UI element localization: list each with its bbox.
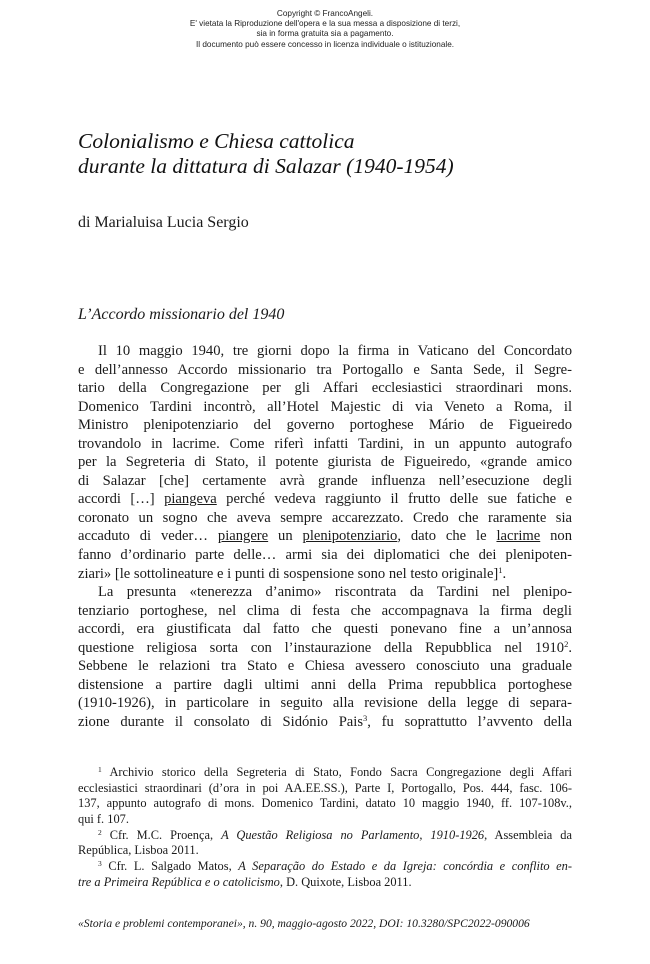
footnote-line: República, Lisboa 2011. [78,843,199,858]
text-line [78,565,572,584]
paragraph [78,342,572,583]
text-run: , Assembleia da [484,827,572,842]
text-run: zione durante il consolato di Sidónio Pais [78,713,364,730]
text-line [78,527,572,546]
footnote-number: 3 [98,859,102,869]
text-run: . [568,639,572,656]
text-line: e dell’annesso Accordo missionario tra Portogallo e Santa Sede, il Segre- [78,361,572,378]
text-line: trovandolo in lacrime. Come riferì infatti Tardini, in un appunto autografo [78,435,572,452]
text-run: Cfr. L. Salgado Matos, [101,859,239,874]
text-run: Archivio storico della Segreteria di Stato, Fondo Sacra Congregazione degli Affari [101,765,572,779]
text-line [78,713,572,732]
footnote [78,765,572,828]
footnote-line [78,765,572,781]
footnote-line [78,859,572,875]
underlined-word: plenipotenziario [302,528,398,545]
footnotes [78,765,572,891]
article-title [78,129,454,179]
text-line: accordi, era giustificata dal fatto che questi ponevano fine a un’annosa [78,621,572,638]
underlined-word: lacrime [496,528,541,545]
text-run: perché vedeva raggiunto il frutto delle sue fatiche e [216,491,572,508]
copyright-line: Il documento può essere concesso in licenza individuale o istituzionale. [195,39,455,49]
author-byline: di Marialuisa Lucia Sergio [78,214,249,231]
cited-title: A Separação do Estado e da Igreja: concórdia e conflito en- [238,859,573,874]
text-run: non [540,528,573,545]
text-line: Domenico Tardini incontrò, all’Hotel Majestic di via Veneto a Roma, il [78,398,572,415]
footnote-line: 137, appunto autografo di mons. Domenico Tardini, datato 10 maggio 1940, ff. 107-108v., [78,796,572,811]
text-line: La presunta «tenerezza d’animo» riscontrata da Tardini nel plenipo- [98,584,572,601]
cited-title: A Questão Religiosa no Parlamento, 1910-1926 [221,827,485,842]
footnote-number: 2 [98,827,102,837]
underlined-word: piangere [217,528,269,545]
text-run: Cfr. M.C. Proença, [101,827,222,842]
footnote-number: 1 [98,765,102,774]
cited-title: tre a Primeira República e o catolicismo [78,874,280,889]
text-run: , fu soprattutto l’avvento della [367,713,572,730]
text-run: questione religiosa sorta con l’instaurazione della Repubblica nel 1910 [78,639,565,656]
copyright-line: Copyright © FrancoAngeli. [276,9,374,18]
footnote-line: ecclesiastici straordinari (d’ora in poi AA.EE.SS.), Parte I, Portogallo, Pos. 444, fasc. 106- [78,780,572,795]
footnote [78,828,572,859]
title-line: durante la dittatura di Salazar (1940-1954) [78,154,454,178]
text-run: un [268,528,303,545]
footnote-line [78,875,572,891]
copyright-line: sia in forma gratuita sia a pagamento. [256,29,394,39]
copyright-notice [0,9,650,50]
text-line: Ministro plenipotenziario del governo portoghese Mário de Figueiredo [78,417,572,434]
text-line: (1910-1926), in particolare in seguito alla revisione della legge di separa- [78,695,572,712]
footnote-ref: 2 [564,638,569,649]
paragraph [78,583,572,731]
text-line [78,490,572,509]
text-line: coronato un sogno che aveva sempre accarezzato. Credo che raramente sia [78,509,572,526]
text-line: distensione a partire dagli ultimi anni della Prima repubblica portoghese [78,676,572,693]
text-run: . [502,565,507,582]
copyright-line: E' vietata la Riproduzione dell'opera e la sua messa a disposizione di terzi, [189,19,461,29]
title-line: Colonialismo e Chiesa cattolica [78,129,355,153]
text-line: tenziario portoghese, nel clima di festa che accompagnava la firma degli [78,602,572,619]
journal-footer: «Storia e problemi contemporanei», n. 90, maggio-agosto 2022, DOI: 10.3280/SPC2022-090006 [78,917,530,930]
footnote-line: qui f. 107. [78,812,129,827]
footnote-ref: 3 [363,712,368,723]
footnote-ref: 1 [498,564,503,575]
text-line: tario della Congregazione per gli Affari ecclesiastici straordinari mons. [78,380,572,397]
text-line: per la Segreteria di Stato, il potente giurista de Figueiredo, «grande amico [78,454,572,471]
underlined-word: piangeva [164,491,217,508]
text-run: , dato che le [397,528,497,545]
text-line: Il 10 maggio 1940, tre giorni dopo la firma in Vaticano del Concordato [98,343,572,359]
section-heading: L’Accordo missionario del 1940 [78,306,285,323]
footnote-line [78,828,572,844]
text-line [78,639,572,658]
text-run: ziari» [le sottolineature e i punti di sospensione sono nel testo originale] [78,565,499,582]
text-line: fanno d’ordinario parte delle… armi sia dei diplomatici che dei plenipoten- [78,547,572,564]
text-line: Sebbene le relazioni tra Stato e Chiesa avessero conosciuto una graduale [78,658,572,675]
footnote [78,859,572,890]
text-run: accaduto di veder… [78,528,218,545]
article-body [78,342,572,731]
text-run: , D. Quixote, Lisboa 2011. [279,874,412,889]
text-line: di Salazar [che] certamente avrà grande influenza nell’esecuzione degli [78,472,572,489]
text-run: accordi […] [78,491,165,508]
